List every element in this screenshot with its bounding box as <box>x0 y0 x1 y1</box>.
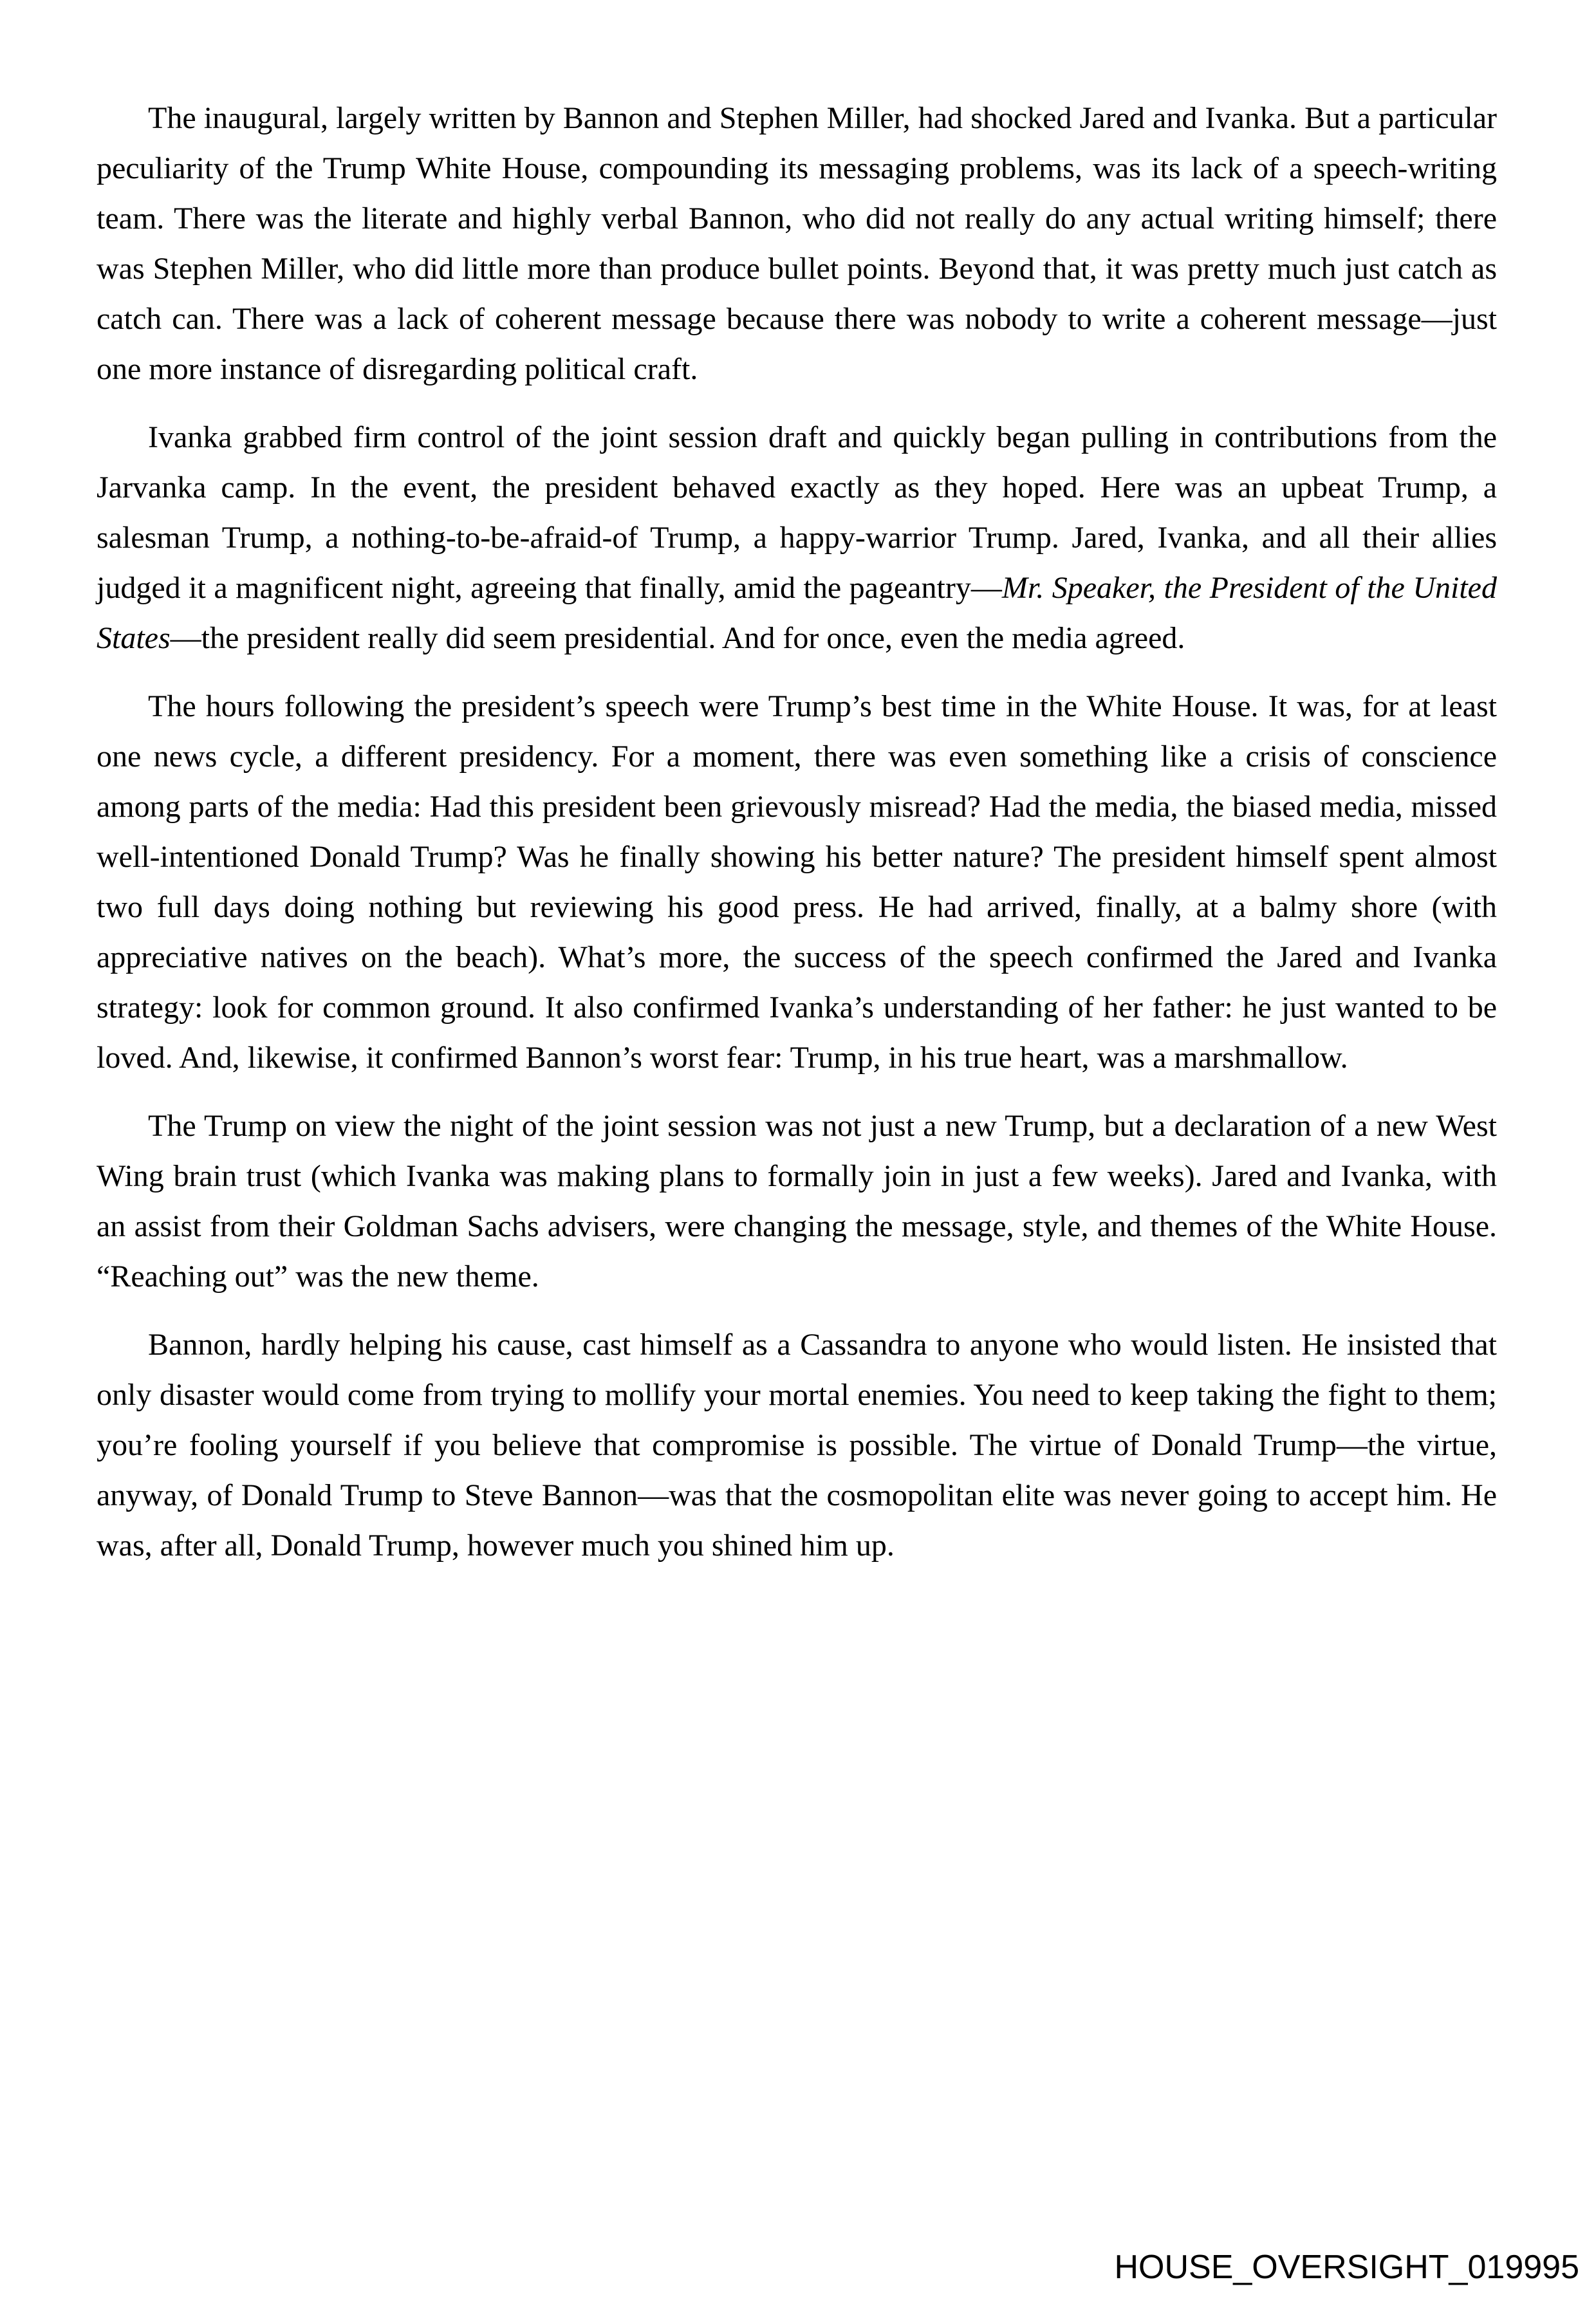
bates-number: HOUSE_OVERSIGHT_019995 <box>1114 2249 1579 2286</box>
text-segment: The hours following the president’s speech were Trump’s best time in the White House. It was, for at least one news cycle, a different presidency. For a moment, there was even something like a crisis of conscience among parts of the media: Had this president been grievously misread? Had the media, the biased media, missed well-intentioned Donald Trump? Was he finally showing his better nature? The president himself spent almost two full days doing nothing but reviewing his good press. He had arrived, finally, at a balmy shore (with appreciative natives on the beach). What’s more, the success of the speech confirmed the Jared and Ivanka strategy: look for common ground. It also confirmed Ivanka’s understanding of her father: he just wanted to be loved. And, likewise, it confirmed Bannon’s worst fear: Trump, in his true heart, was a marshmallow. <box>97 689 1497 1075</box>
text-segment: The Trump on view the night of the joint session was not just a new Trump, but a declaration of a new West Wing brain trust (which Ivanka was making plans to formally join in just a few weeks). Jared and Ivanka, with an assist from their Goldman Sachs advisers, were changing the message, style, and themes of the White House. “Reaching out” was the new theme. <box>97 1109 1497 1294</box>
italic-text-segment: Mr. Speaker, the President of the United States <box>97 571 1497 655</box>
paragraph <box>97 93 1497 394</box>
paragraph <box>97 682 1497 1083</box>
paragraph <box>97 413 1497 664</box>
text-segment: The inaugural, largely written by Bannon and Stephen Miller, had shocked Jared and Ivanka. But a particular peculiarity of the Trump White House, compounding its messaging problems, was its lack of a speech-writing team. There was the literate and highly verbal Bannon, who did not really do any actual writing himself; there was Stephen Miller, who did little more than produce bullet points. Beyond that, it was pretty much just catch as catch can. There was a lack of coherent message because there was nobody to write a coherent message—just one more instance of disregarding political craft. <box>97 101 1497 386</box>
text-segment: Ivanka grabbed firm control of the joint session draft and quickly began pulling in contributions from the Jarvanka camp. In the event, the president behaved exactly as they hoped. Here was an upbeat Trump, a salesman Trump, a nothing-to-be-afraid-of Trump, a happy-warrior Trump. Jared, Ivanka, and all their allies judged it a magnificent night, agreeing that finally, amid the pageantry— <box>97 420 1497 605</box>
text-segment: Bannon, hardly helping his cause, cast himself as a Cassandra to anyone who would listen. He insisted that only disaster would come from trying to mollify your mortal enemies. You need to keep taking the fight to them; you’re fooling yourself if you believe that compromise is possible. The virtue of Donald Trump—the virtue, anyway, of Donald Trump to Steve Bannon—was that the cosmopolitan elite was never going to accept him. He was, after all, Donald Trump, however much you shined him up. <box>97 1328 1497 1563</box>
text-segment: —the president really did seem presidential. And for once, even the media agreed. <box>170 621 1185 655</box>
body-text <box>97 93 1497 1571</box>
paragraph <box>97 1101 1497 1302</box>
bates-stamp <box>1114 2248 1579 2287</box>
paragraph <box>97 1320 1497 1571</box>
